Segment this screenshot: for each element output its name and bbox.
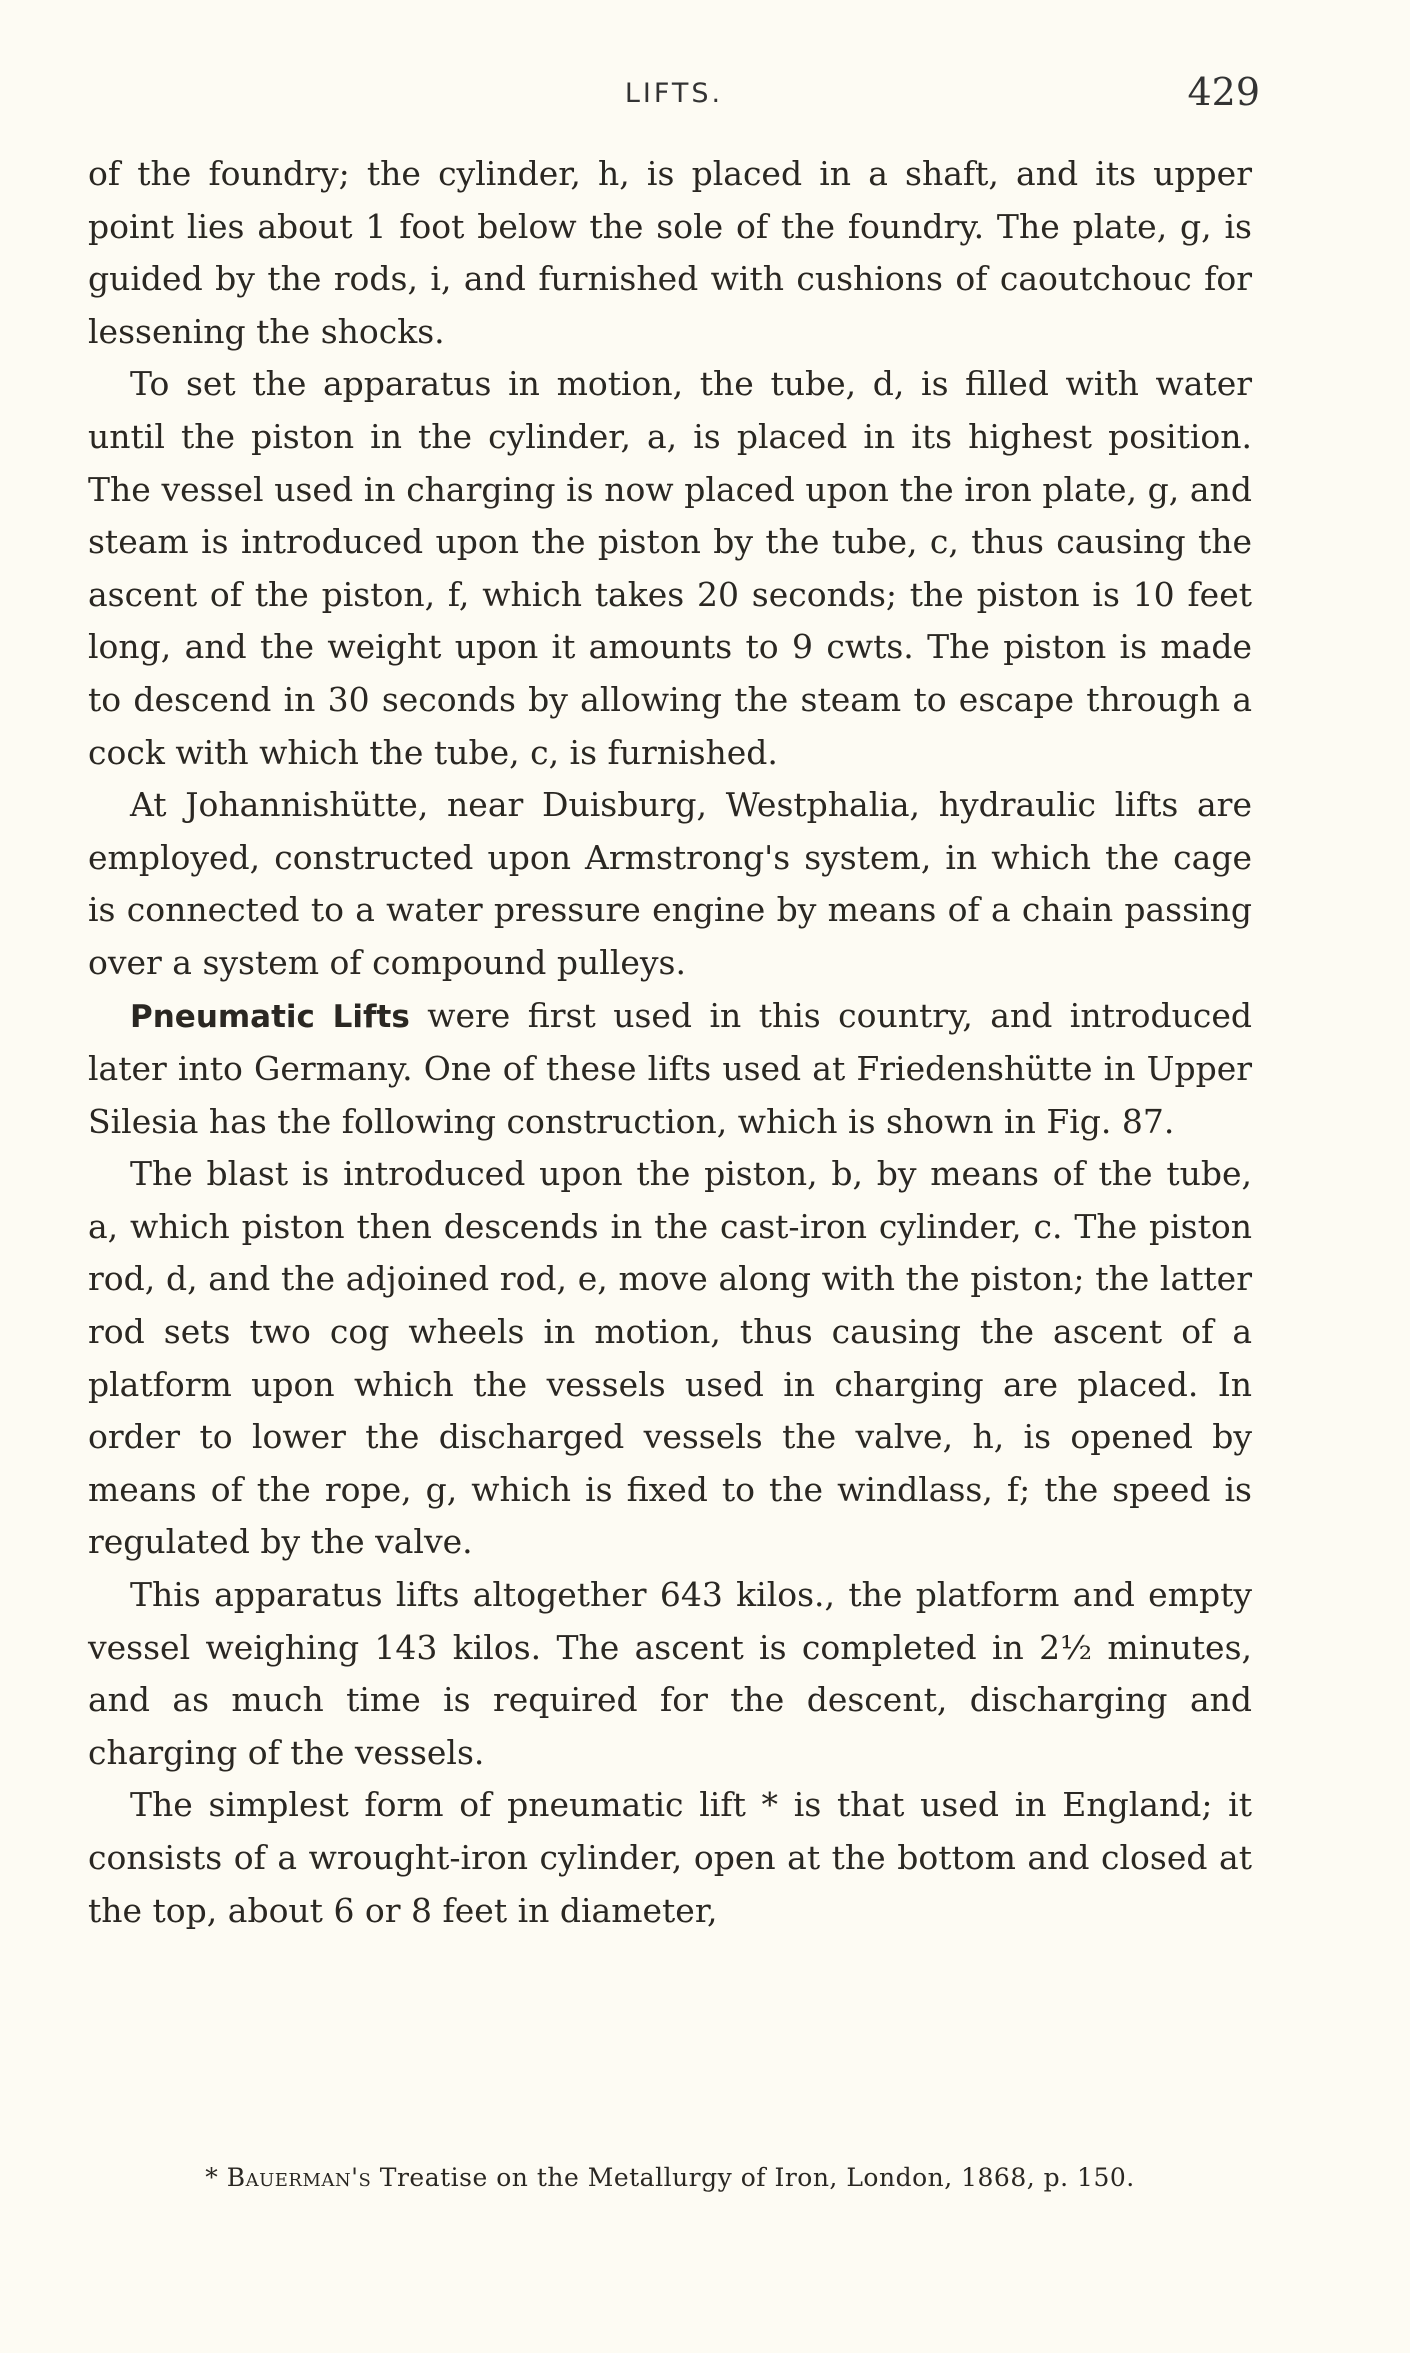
paragraph: The simplest form of pneumatic lift * is that used in England; it consists of a wrought-iron cylinder, open at the bottom and closed at the top, about 6 or 8 feet in diameter, [88, 1785, 1252, 1930]
paragraph: of the foundry; the cylinder, h, is placed in a shaft, and its upper point lies about 1 foot below the sole of the foundry. The plate, g, is guided by the rods, i, and furnished with cushions of caoutchouc for lessening the shocks. [88, 154, 1252, 351]
paragraph-text: were first used in this country, and introduced later into Germany. One of these lifts used at Friedenshütte in Upper Silesia has the following construction, which is shown in Fig. 87. [88, 995, 1252, 1141]
paragraph: This apparatus lifts altogether 643 kilos., the platform and empty vessel weighing 143 kilos. The ascent is completed in 2½ minutes, and as much time is required for the descent, discharging and charging of the vessels. [88, 1575, 1252, 1772]
page-number: 429 [1187, 70, 1260, 114]
paragraph: To set the apparatus in motion, the tube, d, is filled with water until the piston in the cylinder, a, is placed in its highest position. The vessel used in charging is now placed upon the iron plate, g, and steam is introduced upon the piston by the tube, c, thus causing the ascent of the piston, f, which takes 20 seconds; the piston is 10 feet long, and the weight upon it amounts to 9 cwts. The piston is made to descend in 30 seconds by allowing the steam to escape through a cock with which the tube, c, is furnished. [88, 364, 1252, 772]
run-in-heading: Pneumatic Lifts [130, 998, 410, 1035]
footnote-text: Treatise on the Metallurgy of Iron, London, 1868, p. 150. [371, 2163, 1135, 2192]
body-text [88, 148, 1252, 1937]
running-header [88, 70, 1260, 120]
footnote-author: Bauerman's [226, 2163, 372, 2192]
running-title: LIFTS. [624, 78, 724, 109]
footnote-marker: * [205, 2163, 219, 2192]
footnote [88, 2163, 1252, 2192]
paragraph: At Johannishütte, near Duisburg, Westphalia, hydraulic lifts are employed, constructed upon Armstrong's system, in which the cage is connected to a water pressure engine by means of a chain passing over a system of compound pulleys. [88, 785, 1252, 982]
paragraph [88, 990, 1252, 1149]
paragraph: The blast is introduced upon the piston, b, by means of the tube, a, which piston then descends in the cast-iron cylinder, c. The piston rod, d, and the adjoined rod, e, move along with the piston; the latter rod sets two cog wheels in motion, thus causing the ascent of a platform upon which the vessels used in charging are placed. In order to lower the discharged vessels the valve, h, is opened by means of the rope, g, which is fixed to the windlass, f; the speed is regulated by the valve. [88, 1154, 1252, 1562]
